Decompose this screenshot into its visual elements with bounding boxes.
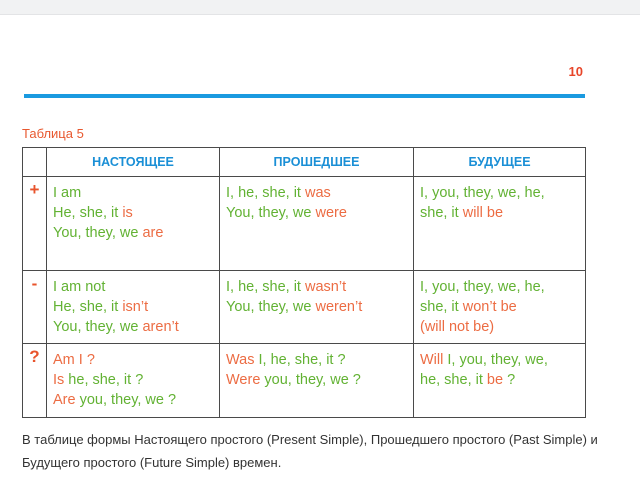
verb-form: was [305,185,331,201]
plus-sign: + [23,177,47,271]
verb-form: isn’t [122,299,149,315]
form-line [420,277,581,297]
verb-form: Were [226,372,261,388]
pronoun-text: You, they, we [226,205,316,221]
form-line [53,297,215,317]
form-line [420,317,581,337]
pronoun-text: you, they, we ? [260,372,361,388]
form-line [53,370,215,390]
form-line [226,277,409,297]
verb-form: is [122,205,133,221]
minus-sign: - [23,271,47,344]
verb-form: Am I ? [53,352,95,368]
negative-present-cell [47,271,220,344]
verb-form: will be [462,205,504,221]
question-past-cell [220,344,414,418]
pronoun-text: He, she, it [53,205,123,221]
corner-cell [23,148,47,177]
form-line [226,183,409,203]
pronoun-text: he, she, it [420,372,487,388]
pronoun-text: You, they, we [53,319,143,335]
pronoun-text: I, he, she, it ? [254,352,346,368]
pronoun-text: I am not [53,279,106,295]
form-line [420,370,581,390]
affirmative-future-cell [414,177,586,271]
verb-form: (will not be) [420,319,495,335]
negative-future-cell [414,271,586,344]
verb-form: Is [53,372,65,388]
verb-form: be [486,372,504,388]
pronoun-text: He, she, it [53,299,123,315]
form-line [420,203,581,223]
table-caption: Таблица 5 [22,126,84,141]
form-line [226,203,409,223]
pronoun-text: I, he, she, it [226,185,305,201]
pronoun-text: I, you, they, we, he, [420,279,545,295]
form-line [53,183,215,203]
table-header-row [23,148,586,177]
form-line [226,297,409,317]
table-footnote: В таблице формы Настоящего простого (Present Simple), Прошедшего простого (Past Simple) и Будущего простого (Future Simple) времен. [22,432,598,470]
verb-form: Will [420,352,444,368]
question-sign: ? [23,344,47,418]
pronoun-text: he, she, it ? [64,372,144,388]
tense-forms-table [22,147,586,418]
header-present: НАСТОЯЩЕЕ [47,148,220,177]
verb-form: Was [226,352,255,368]
row-negative [23,271,586,344]
pronoun-text: I, you, they, we, [443,352,548,368]
pronoun-text: You, they, we [226,299,316,315]
section-divider [24,94,585,98]
form-line [226,350,409,370]
pronoun-text: I, he, she, it [226,279,305,295]
affirmative-past-cell [220,177,414,271]
verb-form: won’t be [462,299,517,315]
pronoun-text: I, you, they, we, he, [420,185,545,201]
form-line [420,183,581,203]
form-line [53,317,215,337]
form-line [420,297,581,317]
verb-form: Are [53,392,76,408]
form-line [53,203,215,223]
question-present-cell [47,344,220,418]
verb-form: weren’t [315,299,363,315]
affirmative-present-cell [47,177,220,271]
row-affirmative [23,177,586,271]
form-line [226,370,409,390]
form-line [53,223,215,243]
negative-past-cell [220,271,414,344]
verb-form: aren’t [142,319,179,335]
verb-form: are [142,225,164,241]
header-past: ПРОШЕДШЕЕ [220,148,414,177]
form-line [53,390,215,410]
pronoun-text: You, they, we [53,225,143,241]
form-line [420,350,581,370]
page-number: 10 [568,64,583,79]
form-line [53,277,215,297]
verb-form: wasn’t [305,279,347,295]
browser-top-strip [0,0,640,15]
form-line [53,350,215,370]
pronoun-text: she, it [420,205,463,221]
pronoun-text: ? [503,372,516,388]
row-question [23,344,586,418]
pronoun-text: you, they, we ? [75,392,177,408]
pronoun-text: I am [53,185,82,201]
header-future: БУДУЩЕЕ [414,148,586,177]
question-future-cell [414,344,586,418]
pronoun-text: she, it [420,299,463,315]
verb-form: were [315,205,347,221]
